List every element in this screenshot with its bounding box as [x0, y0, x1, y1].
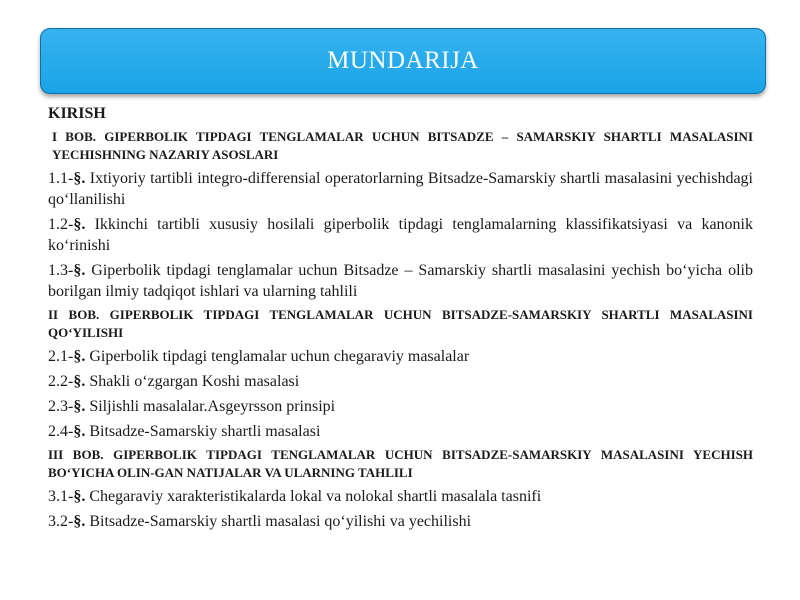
chapter-heading: I BOB. GIPERBOLIK TIPDAGI TENGLAMALAR UCHUN BITSADZE – SAMARSKIY SHARTLI MASALASINI YECHISHNING NAZARIY ASOSLARI: [52, 129, 753, 162]
toc-item: 2.4-§. Bitsadze-Samarskiy shartli masalasi: [48, 423, 321, 440]
toc-item: 1.2-§. Ikkinchi tartibli xususiy hosilali giperbolik tipdagi tenglamalarning klassifikatsiyasi va kanonik ko‘rinishi: [48, 216, 753, 254]
toc-item: 2.1-§. Giperbolik tipdagi tenglamalar uchun chegaraviy masalalar: [48, 348, 470, 365]
chapter-heading: II BOB. GIPERBOLIK TIPDAGI TENGLAMALAR UCHUN BITSADZE-SAMARSKIY SHARTLI MASALASINI QO‘YILISHI: [48, 307, 753, 340]
toc-item: 1.3-§. Giperbolik tipdagi tenglamalar uchun Bitsadze – Samarskiy shartli masalasini yechish bo‘yicha olib borilgan ilmiy tadqiqot ishlari va ularning tahlili: [48, 262, 753, 300]
table-of-contents: [48, 104, 753, 536]
toc-item: 3.2-§. Bitsadze-Samarskiy shartli masalasi qo‘yilishi va yechilishi: [48, 513, 472, 530]
toc-item: 2.3-§. Siljishli masalalar.Asgeyrsson prinsipi: [48, 398, 336, 415]
page-title: MUNDARIJA: [327, 47, 479, 74]
title-banner: [40, 28, 766, 94]
toc-item: 1.1-§. Ixtiyoriy tartibli integro-differensial operatorlarning Bitsadze-Samarskiy shartli masalasini yechishdagi qo‘llanilishi: [48, 170, 753, 208]
toc-item: 3.1-§. Chegaraviy xarakteristikalarda lokal va nolokal shartli masalala tasnifi: [48, 488, 542, 505]
chapter-heading: III BOB. GIPERBOLIK TIPDAGI TENGLAMALAR UCHUN BITSADZE-SAMARSKIY MASALASINI YECHISH BO‘YICHA OLIN-GAN NATIJALAR VA ULARNING TAHLILI: [48, 447, 753, 480]
toc-item: 2.2-§. Shakli o‘zgargan Koshi masalasi: [48, 373, 300, 390]
intro-heading: KIRISH: [48, 105, 106, 122]
